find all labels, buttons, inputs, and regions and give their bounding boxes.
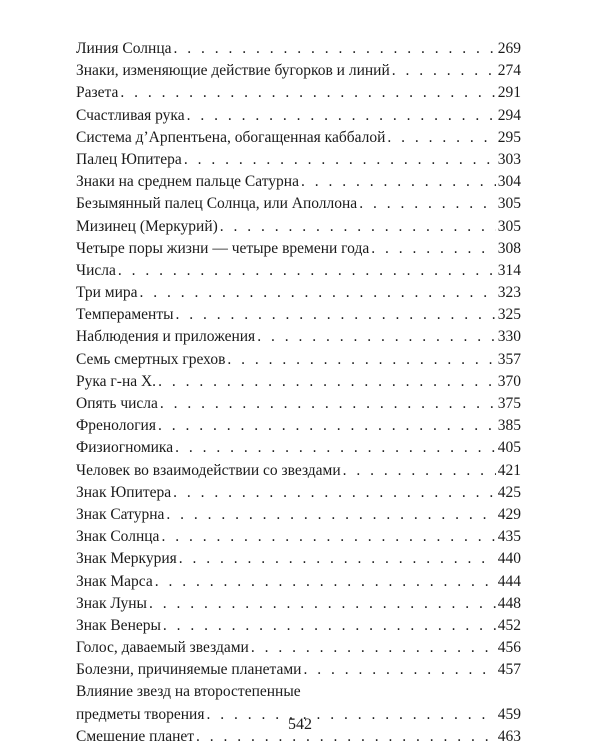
toc-dot-leader xyxy=(160,393,496,415)
toc-entry-page: 440 xyxy=(497,550,521,568)
toc-entry-page: 370 xyxy=(497,372,521,390)
toc-dot-leader xyxy=(173,482,496,504)
toc-dot-leader xyxy=(220,216,496,238)
toc-entry xyxy=(76,681,521,703)
toc-entry xyxy=(76,526,521,548)
toc-entry-title: предметы творения xyxy=(76,705,205,723)
toc-entry-page: 444 xyxy=(497,572,521,590)
toc-entry-title: Знак Марса xyxy=(76,572,153,590)
toc-dot-leader xyxy=(257,326,496,348)
toc-entry xyxy=(76,127,521,149)
toc-entry-page: 314 xyxy=(497,261,521,279)
toc-entry-title: Физиогномика xyxy=(76,439,174,457)
toc-entry-title: Темпераменты xyxy=(76,306,174,324)
toc-dot-leader xyxy=(387,127,495,149)
toc-dot-leader xyxy=(392,60,496,82)
toc-entry xyxy=(76,571,521,593)
toc-entry-page: 459 xyxy=(497,705,521,723)
toc-entry xyxy=(76,349,521,371)
toc-entry-page: 305 xyxy=(497,217,521,235)
toc-dot-leader xyxy=(343,460,496,482)
toc-entry xyxy=(76,659,521,681)
toc-entry xyxy=(76,60,521,82)
toc-dot-leader xyxy=(158,371,496,393)
toc-entry-title: Три мира xyxy=(76,284,138,302)
toc-entry-page: 463 xyxy=(497,727,521,745)
toc-entry xyxy=(76,105,521,127)
toc-dot-leader xyxy=(149,593,496,615)
toc-entry xyxy=(76,371,521,393)
toc-entry xyxy=(76,82,521,104)
toc-entry-title: Влияние звезд на второстепенные xyxy=(76,683,301,701)
toc-dot-leader xyxy=(176,304,496,326)
toc-dot-leader xyxy=(158,415,496,437)
table-of-contents xyxy=(76,38,521,748)
toc-entry xyxy=(76,393,521,415)
toc-entry-page: 291 xyxy=(497,84,521,102)
toc-entry-page: 452 xyxy=(497,616,521,634)
toc-dot-leader xyxy=(301,171,496,193)
toc-entry xyxy=(76,415,521,437)
toc-entry-title: Знак Луны xyxy=(76,594,147,612)
toc-dot-leader xyxy=(161,526,495,548)
toc-entry-page: 304 xyxy=(497,173,521,191)
toc-entry-title: Мизинец (Меркурий) xyxy=(76,217,218,235)
toc-entry xyxy=(76,437,521,459)
toc-entry-title: Числа xyxy=(76,261,116,279)
toc-entry-page: 425 xyxy=(497,483,521,501)
toc-entry-title: Палец Юпитера xyxy=(76,150,182,168)
toc-entry-page: 457 xyxy=(497,661,521,679)
toc-entry xyxy=(76,260,521,282)
toc-dot-leader xyxy=(163,615,496,637)
toc-entry-title: Знаки, изменяющие действие бугорков и линий xyxy=(76,62,390,80)
toc-entry-page: 357 xyxy=(497,350,521,368)
toc-dot-leader xyxy=(120,82,495,104)
toc-dot-leader xyxy=(155,571,496,593)
toc-entry xyxy=(76,615,521,637)
toc-entry xyxy=(76,460,521,482)
toc-entry-title: Опять числа xyxy=(76,395,158,412)
toc-entry-page: 323 xyxy=(497,284,521,302)
toc-entry-title: Знак Юпитера xyxy=(76,483,172,501)
toc-entry-page: 448 xyxy=(497,594,521,612)
toc-entry xyxy=(76,482,521,504)
toc-entry-title: Знаки на среднем пальце Сатурна xyxy=(76,173,299,191)
toc-entry-page: 456 xyxy=(497,639,521,657)
toc-entry-title: Болезни, причиняемые планетами xyxy=(76,661,302,679)
toc-entry-title: Френология xyxy=(76,417,156,435)
toc-entry xyxy=(76,193,521,215)
toc-entry xyxy=(76,149,521,171)
toc-entry xyxy=(76,326,521,348)
toc-entry-title: Смешение планет xyxy=(76,727,195,745)
toc-dot-leader xyxy=(303,659,495,681)
toc-entry-title: Знак Сатурна xyxy=(76,505,165,523)
toc-entry-title: Голос, даваемый звездами xyxy=(76,639,249,657)
toc-dot-leader xyxy=(179,548,496,570)
toc-entry-page: 308 xyxy=(497,239,521,257)
toc-entry xyxy=(76,504,521,526)
toc-entry-title: Знак Солнца xyxy=(76,528,160,546)
toc-entry-page: 405 xyxy=(497,439,521,457)
toc-entry-title: Человек во взаимодействии со звездами xyxy=(76,461,341,479)
toc-entry-page: 295 xyxy=(497,128,521,146)
toc-entry xyxy=(76,171,521,193)
toc-entry-page: 269 xyxy=(497,40,521,57)
toc-dot-leader xyxy=(174,38,496,60)
toc-dot-leader xyxy=(140,282,496,304)
toc-dot-leader xyxy=(175,437,496,459)
toc-entry-page: 421 xyxy=(497,461,521,479)
toc-entry-title: Рука г-на Х. xyxy=(76,372,157,390)
toc-entry xyxy=(76,238,521,260)
toc-entry xyxy=(76,282,521,304)
toc-entry-page: 305 xyxy=(497,195,521,213)
toc-entry-title: Безымянный палец Солнца, или Аполлона xyxy=(76,195,358,213)
toc-dot-leader xyxy=(166,504,495,526)
toc-entry-page: 375 xyxy=(497,395,521,412)
toc-entry-title: Знак Меркурия xyxy=(76,550,177,568)
toc-dot-leader xyxy=(187,105,496,127)
toc-entry-page: 385 xyxy=(497,417,521,435)
toc-entry xyxy=(76,637,521,659)
toc-entry-title: Линия Солнца xyxy=(76,40,172,57)
toc-dot-leader xyxy=(227,349,495,371)
toc-entry-page: 325 xyxy=(497,306,521,324)
toc-dot-leader xyxy=(184,149,496,171)
toc-entry-title: Наблюдения и приложения xyxy=(76,328,256,346)
toc-entry-page: 330 xyxy=(497,328,521,346)
toc-entry-page: 274 xyxy=(497,62,521,80)
toc-entry-page: 429 xyxy=(497,505,521,523)
toc-entry xyxy=(76,38,521,60)
toc-entry-title: Четыре поры жизни — четыре времени года xyxy=(76,239,370,257)
toc-dot-leader xyxy=(371,238,496,260)
toc-entry xyxy=(76,593,521,615)
toc-entry-title: Семь смертных грехов xyxy=(76,350,226,368)
toc-entry-title: Разета xyxy=(76,84,119,102)
toc-entry-page: 303 xyxy=(497,150,521,168)
toc-entry-title: Счастливая рука xyxy=(76,106,185,124)
toc-entry xyxy=(76,216,521,238)
toc-entry xyxy=(76,304,521,326)
toc-dot-leader xyxy=(251,637,496,659)
toc-entry-title: Знак Венеры xyxy=(76,616,161,634)
toc-dot-leader xyxy=(359,193,496,215)
toc-entry-title: Система д’Арпентьена, обогащенная каббалой xyxy=(76,128,386,146)
toc-entry-page: 435 xyxy=(497,528,521,546)
toc-entry-page: 294 xyxy=(497,106,521,124)
toc-dot-leader xyxy=(118,260,496,282)
toc-entry xyxy=(76,548,521,570)
page-number: 542 xyxy=(288,716,312,733)
